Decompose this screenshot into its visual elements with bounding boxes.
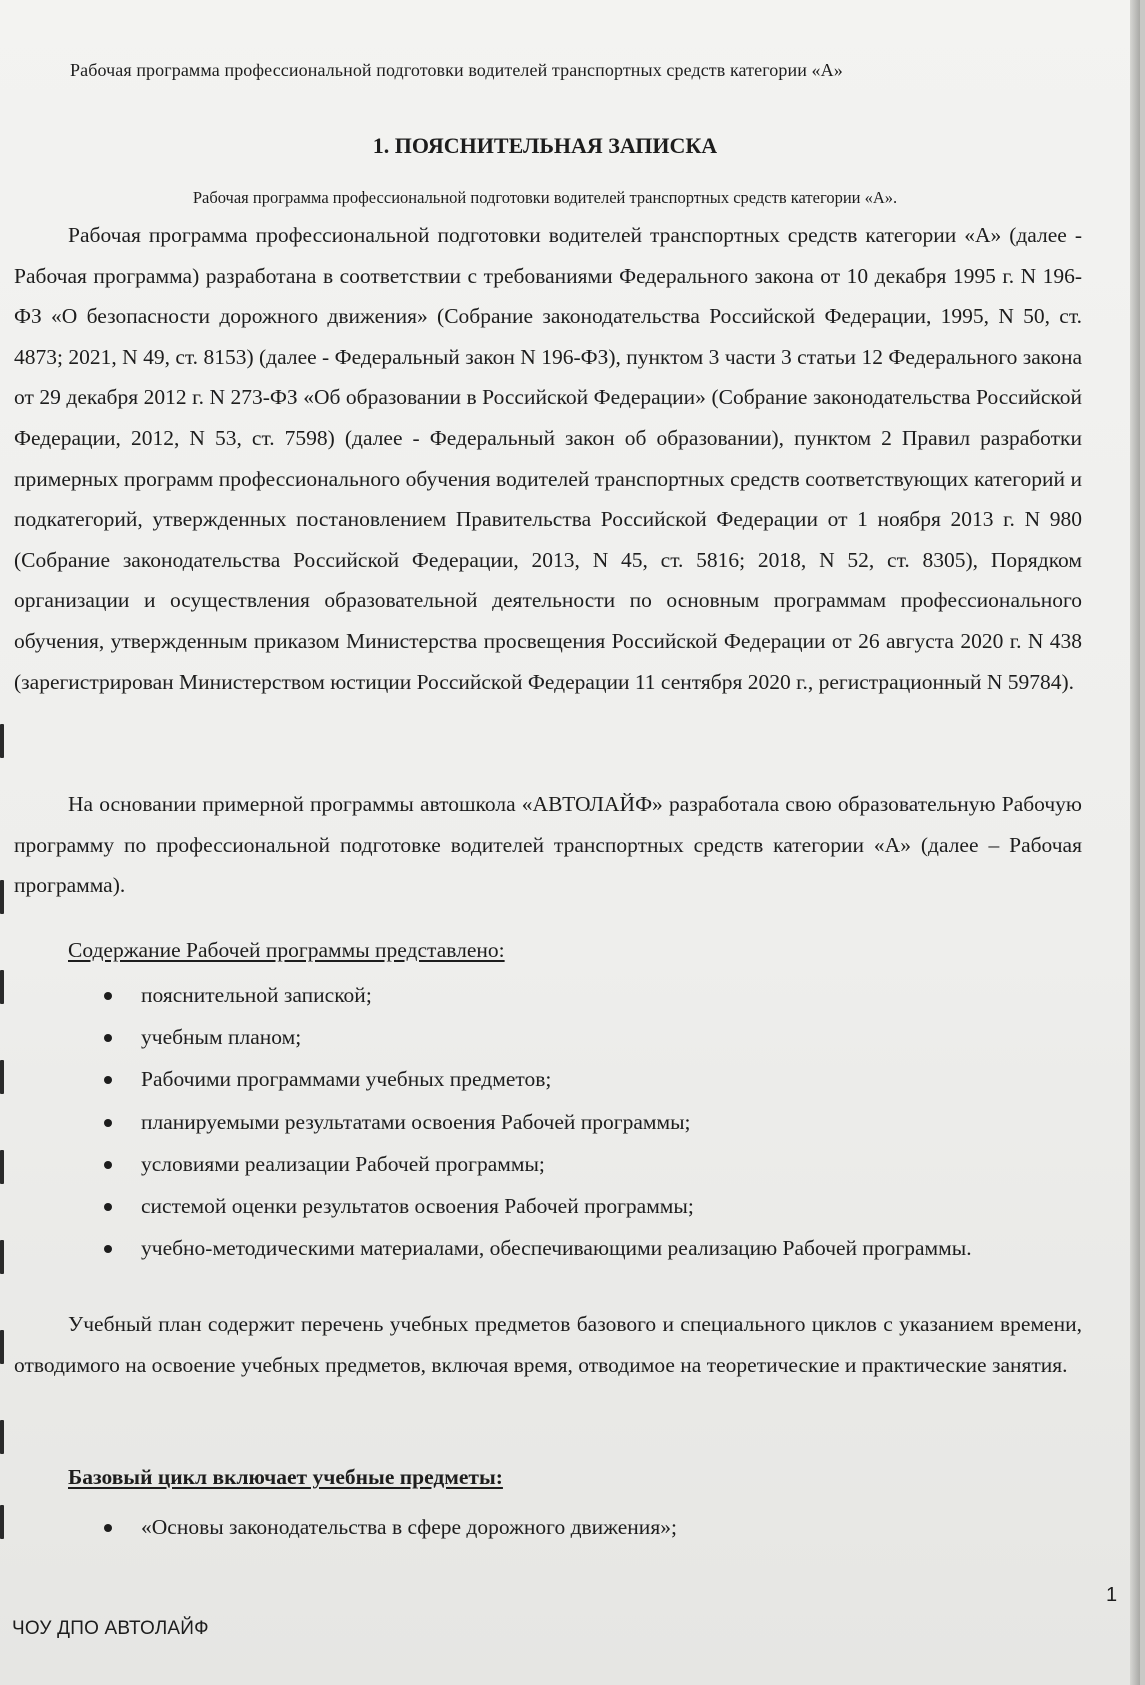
binder-mark <box>0 1330 4 1364</box>
bullet-icon <box>104 1161 112 1169</box>
list-item <box>100 1064 972 1106</box>
binder-mark <box>0 970 4 1004</box>
paragraph-legal-basis: Рабочая программа профессиональной подготовки водителей транспортных средств категории «А» (далее - Рабочая программа) разработана в соответствии с требованиями Федерального закона от 10 декабря 1995 г. N 196-ФЗ «О безопасности дорожного движения» (Собрание законодательства Российской Федерации, 1995, N 50, ст. 4873; 2021, N 49, ст. 8153) (далее - Федеральный закон N 196-ФЗ), пунктом 3 части 3 статьи 12 Федерального закона от 29 декабря 2012 г. N 273-ФЗ «Об образовании в Российской Федерации» (Собрание законодательства Российской Федерации, 2012, N 53, ст. 7598) (далее - Федеральный закон об образовании), пунктом 2 Правил разработки примерных программ профессионального обучения водителей транспортных средств соответствующих категорий и подкатегорий, утвержденных постановлением Правительства Российской Федерации от 1 ноября 2013 г. N 980 (Собрание законодательства Российской Федерации, 2013, N 45, ст. 5816; 2018, N 52, ст. 8305), Порядком организации и осуществления образовательной деятельности по основным программам профессионального обучения, утвержденным приказом Министерства просвещения Российской Федерации от 26 августа 2020 г. N 438 (зарегистрирован Министерством юстиции Российской Федерации 11 сентября 2020 г., регистрационный N 59784). <box>14 223 1082 694</box>
list-item-text: системой оценки результатов освоения Рабочей программы; <box>141 1193 694 1218</box>
list-item <box>100 1512 677 1554</box>
contents-list <box>100 980 972 1275</box>
list-item-text: учебно-методическими материалами, обеспечивающими реализацию Рабочей программы. <box>141 1236 972 1261</box>
list-item <box>100 1107 972 1149</box>
basic-cycle-heading: Базовый цикл включает учебные предметы: <box>68 1465 503 1489</box>
binder-mark <box>0 1150 4 1184</box>
binder-mark <box>0 1505 4 1539</box>
footer-organization: ЧОУ ДПО АВТОЛАЙФ <box>12 1618 209 1639</box>
list-item <box>100 1233 972 1275</box>
list-item <box>100 980 972 1022</box>
list-item-text: «Основы законодательства в сфере дорожного движения»; <box>141 1515 677 1539</box>
paragraph-curriculum: Учебный план содержит перечень учебных предметов базового и специального циклов с указанием времени, отводимого на освоение учебных предметов, включая время, отводимое на теоретические и практические занятия. <box>14 1312 1082 1377</box>
page-number: 1 <box>1106 1584 1118 1606</box>
binder-mark <box>0 724 4 758</box>
bullet-icon <box>104 1203 112 1211</box>
list-item-text: пояснительной запиской; <box>141 983 372 1007</box>
binder-mark <box>0 880 4 914</box>
bullet-icon <box>104 1119 112 1127</box>
list-item <box>100 1191 972 1233</box>
list-item <box>100 1149 972 1191</box>
paragraph-program-basis: На основании примерной программы автошкола «АВТОЛАЙФ» разработала свою образовательную Рабочую программу по профессиональной подготовке водителей транспортных средств категории «А» (далее – Рабочая программа). <box>14 792 1082 898</box>
basic-cycle-list <box>100 1512 677 1554</box>
section-subtitle: Рабочая программа профессиональной подготовки водителей транспортных средств категории «А». <box>192 188 898 207</box>
binder-mark <box>0 1060 4 1094</box>
bullet-icon <box>104 1524 112 1532</box>
list-item-text: Рабочими программами учебных предметов; <box>141 1067 552 1092</box>
list-item-text: учебным планом; <box>141 1025 302 1050</box>
section-title: 1. ПОЯСНИТЕЛЬНАЯ ЗАПИСКА <box>372 133 718 158</box>
list-item <box>100 1022 972 1064</box>
bullet-icon <box>104 992 112 1000</box>
list-item-text: планируемыми результатами освоения Рабочей программы; <box>141 1109 691 1134</box>
page-edge-shadow <box>1130 0 1140 1685</box>
bullet-icon <box>104 1076 112 1084</box>
bullet-icon <box>104 1245 112 1253</box>
bullet-icon <box>104 1034 112 1042</box>
binder-mark <box>0 1240 4 1274</box>
contents-heading: Содержание Рабочей программы представлено: <box>68 938 505 962</box>
running-header: Рабочая программа профессиональной подготовки водителей транспортных средств категории «А» <box>70 60 843 80</box>
binder-mark <box>0 1420 4 1454</box>
list-item-text: условиями реализации Рабочей программы; <box>141 1151 545 1176</box>
